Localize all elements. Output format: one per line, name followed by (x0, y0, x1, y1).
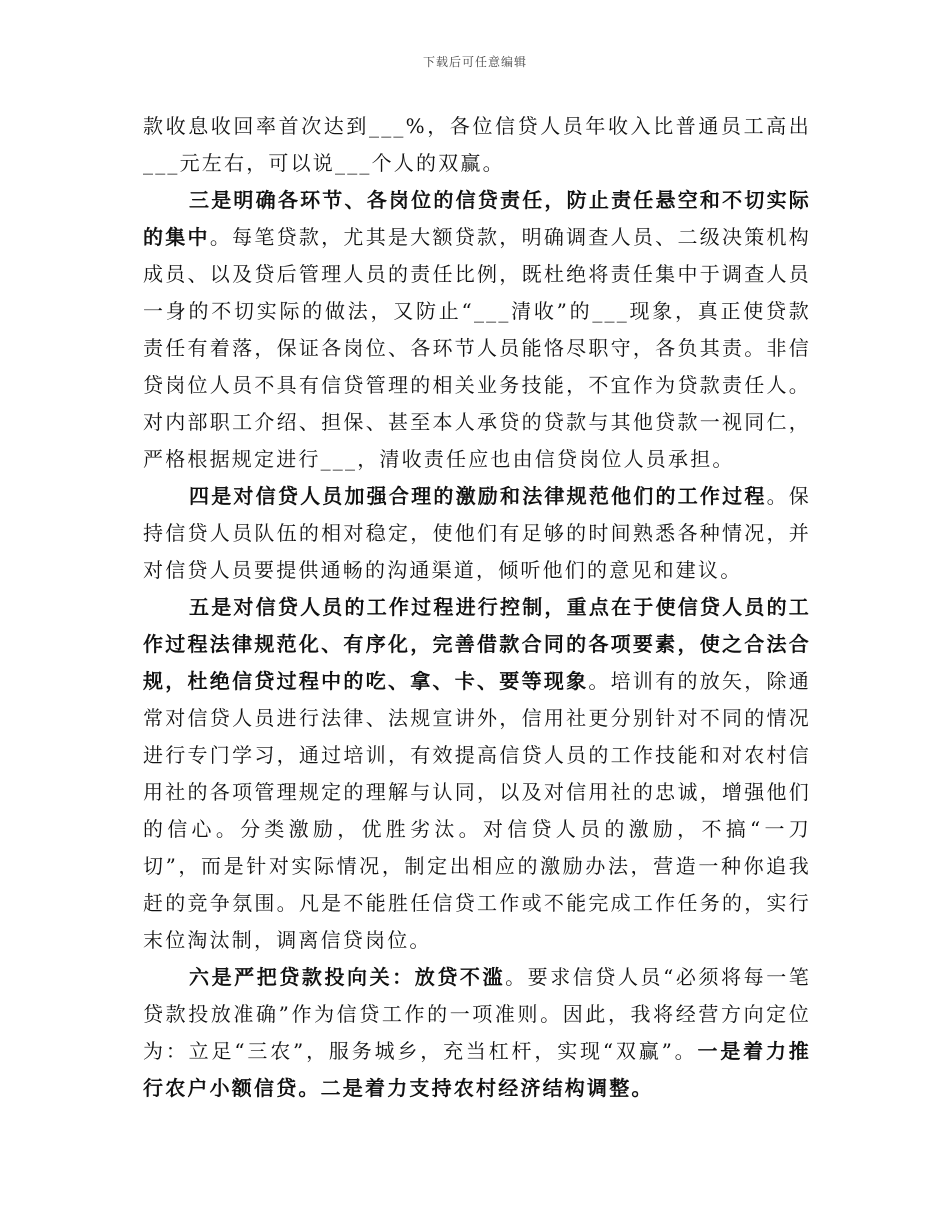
paragraph-emphasis: 一是着力推行农户小额信贷。二是着力支持农村经济结构调整。 (143, 1039, 812, 1100)
paragraph-continuation (143, 108, 811, 182)
paragraph-heading: 三是明确各环节、各岗位的信贷责任，防止责任悬空和不切实际的集中 (143, 188, 811, 249)
paragraph-text: 。要求信贷人员“必须将每一笔贷款投放准确”作为信贷工作的一项准则。因此，我将经营方向定位为：立足“三农”，服务城乡，充当杠杆，实现“双赢”。 (143, 965, 811, 1063)
page-header: 下载后可任意编辑 (422, 55, 527, 69)
paragraph-item-six (143, 959, 811, 1107)
paragraph-text: 。保持信贷人员队伍的相对稳定，使他们有足够的时间熟悉各种情况，并对信贷人员要提供通畅的沟通渠道，倾听他们的意见和建议。 (143, 484, 811, 582)
document-body (143, 108, 811, 1107)
paragraph-item-three (143, 182, 811, 478)
paragraph-text: 款收息收回率首次达到___%，各位信贷人员年收入比普通员工高出___元左右，可以说___个人的双赢。 (143, 114, 811, 175)
paragraph-heading: 五是对信贷人员的工作过程进行控制，重点在于使信贷人员的工作过程法律规范化、有序化，完善借款合同的各项要素，使之合法合规，杜绝信贷过程中的吃、拿、卡、要等现象 (143, 595, 811, 693)
paragraph-item-five (143, 589, 811, 959)
paragraph-item-four (143, 478, 811, 589)
paragraph-text: 。每笔贷款，尤其是大额贷款，明确调查人员、二级决策机构成员、以及贷后管理人员的责任比例，既杜绝将责任集中于调查人员一身的不切实际的做法，又防止“___清收”的___现象，真正使贷款责任有着落，保证各岗位、各环节人员能恪尽职守，各负其责。非信贷岗位人员不具有信贷管理的相关业务技能，不宜作为贷款责任人。对内部职工介绍、担保、甚至本人承贷的贷款与其他贷款一视同仁，严格根据规定进行___，清收责任应也由信贷岗位人员承担。 (143, 225, 811, 471)
paragraph-heading: 四是对信贷人员加强合理的激励和法律规范他们的工作过程 (189, 484, 767, 508)
paragraph-text: 。培训有的放矢，除通常对信贷人员进行法律、法规宣讲外，信用社更分别针对不同的情况进行专门学习，通过培训，有效提高信贷人员的工作技能和对农村信用社的各项管理规定的理解与认同，以及对信用社的忠诚，增强他们的信心。分类激励，优胜劣汰。对信贷人员的激励，不搞“一刀切”，而是针对实际情况，制定出相应的激励办法，营造一种你追我赶的竞争氛围。凡是不能胜任信贷工作或不能完成工作任务的，实行末位淘汰制，调离信贷岗位。 (143, 669, 812, 952)
paragraph-heading: 六是严把贷款投向关：放贷不滥 (189, 965, 506, 989)
